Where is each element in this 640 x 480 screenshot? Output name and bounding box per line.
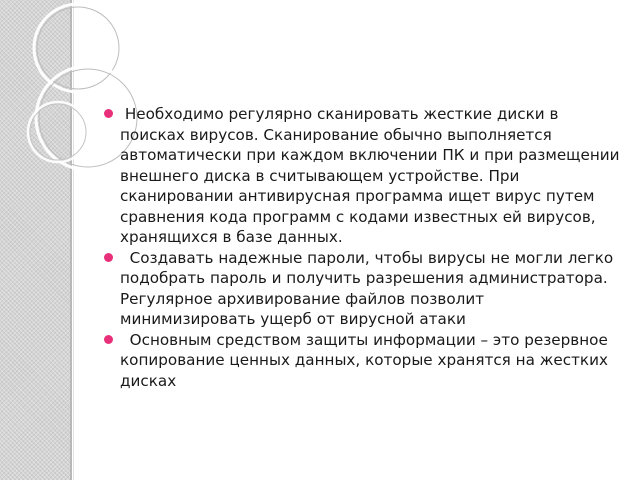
list-item [104, 330, 624, 392]
bullet-dot-icon [104, 253, 113, 262]
bullet-text: Необходимо регулярно сканировать жесткие диски в поисках вирусов. Сканирование обычно выполняется автоматически при каждом включении ПК и при размещении внешнего диска в считывающем устройстве. При сканировании антивирусная программа ищет вирус путем сравнения кода программ с кодами известных ей вирусов, хранящихся в базе данных. [120, 105, 625, 246]
bullet-dot-icon [104, 109, 113, 118]
bullet-list [104, 104, 624, 391]
bullet-dot-icon [104, 335, 113, 344]
bullet-text: Основным средством защиты информации – это резервное копирование ценных данных, которые хранятся на жестких дисках [120, 330, 613, 390]
bullet-text: Создавать надежные пароли, чтобы вирусы не могли легко подобрать пароль и получить разрешения администратора. Регулярное архивирование файлов позволит минимизировать ущерб от вирусной атаки [120, 248, 619, 328]
list-item [104, 248, 624, 330]
list-item [104, 104, 624, 248]
